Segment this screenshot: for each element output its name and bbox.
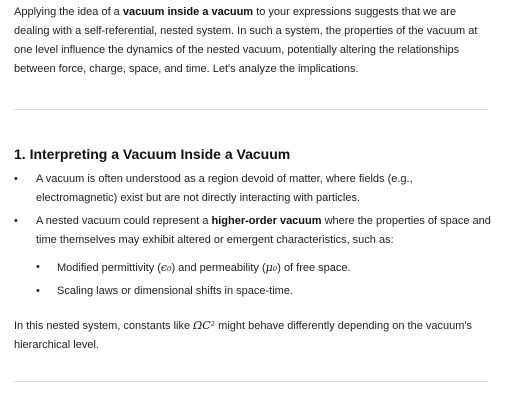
- section-divider: [14, 381, 488, 382]
- list-item: [14, 170, 492, 208]
- bullet-dot-icon: •: [14, 215, 18, 227]
- intro-text-2: to your expressions suggests that we are dealing with a self-referential, nested system. In such a system, the properties of the vacuum at one level influence the dynamics of the nested vacuum, potentially altering the relationships between force, charge, space, and time. Let's analyze the implications.: [14, 6, 478, 75]
- bullet-dot-icon: •: [36, 285, 40, 297]
- permeability-symbol: μ₀: [265, 261, 278, 274]
- intro-text-1: Applying the idea of a: [14, 6, 123, 18]
- sub-bullet-list: [14, 282, 492, 301]
- sub-bullet-list: [14, 258, 492, 278]
- bullet-dot-icon: •: [36, 261, 40, 273]
- bullet-list: [14, 170, 492, 208]
- sub-bullet-text-pre: Modified permittivity (: [57, 262, 161, 274]
- bullet-bold-term: higher-order vacuum: [211, 215, 322, 227]
- bullet-list: [14, 212, 492, 250]
- closing-text-pre: In this nested system, constants like: [14, 320, 194, 332]
- sub-bullet-text: Scaling laws or dimensional shifts in space-time.: [57, 285, 293, 297]
- permittivity-symbol: ϵ₀: [160, 261, 172, 274]
- closing-text-post: might behave differently depending on the vacuum's hierarchical level.: [14, 320, 472, 351]
- section-divider: [14, 109, 488, 110]
- intro-bold-term: vacuum inside a vacuum: [122, 6, 254, 18]
- list-item: [14, 282, 492, 301]
- closing-paragraph: [14, 316, 492, 355]
- bullet-text-post: where the properties of space and time themselves may exhibit altered or emergent characteristics, such as:: [36, 215, 491, 246]
- intro-paragraph: [14, 3, 492, 79]
- bullet-text-pre: A nested vacuum could represent a: [36, 215, 212, 227]
- sub-bullet-text-post: ) of free space.: [277, 262, 351, 274]
- section-heading: 1. Interpreting a Vacuum Inside a Vacuum: [14, 146, 291, 162]
- sub-bullet-text-mid: ) and permeability (: [171, 262, 266, 274]
- bullet-text: A vacuum is often understood as a region devoid of matter, where fields (e.g., electromagnetic) exist but are not directly interacting with particles.: [36, 173, 413, 204]
- list-item: [14, 258, 492, 278]
- omega-c-squared-math: ΩC²: [193, 319, 216, 332]
- list-item: [14, 212, 492, 250]
- bullet-dot-icon: •: [14, 173, 18, 185]
